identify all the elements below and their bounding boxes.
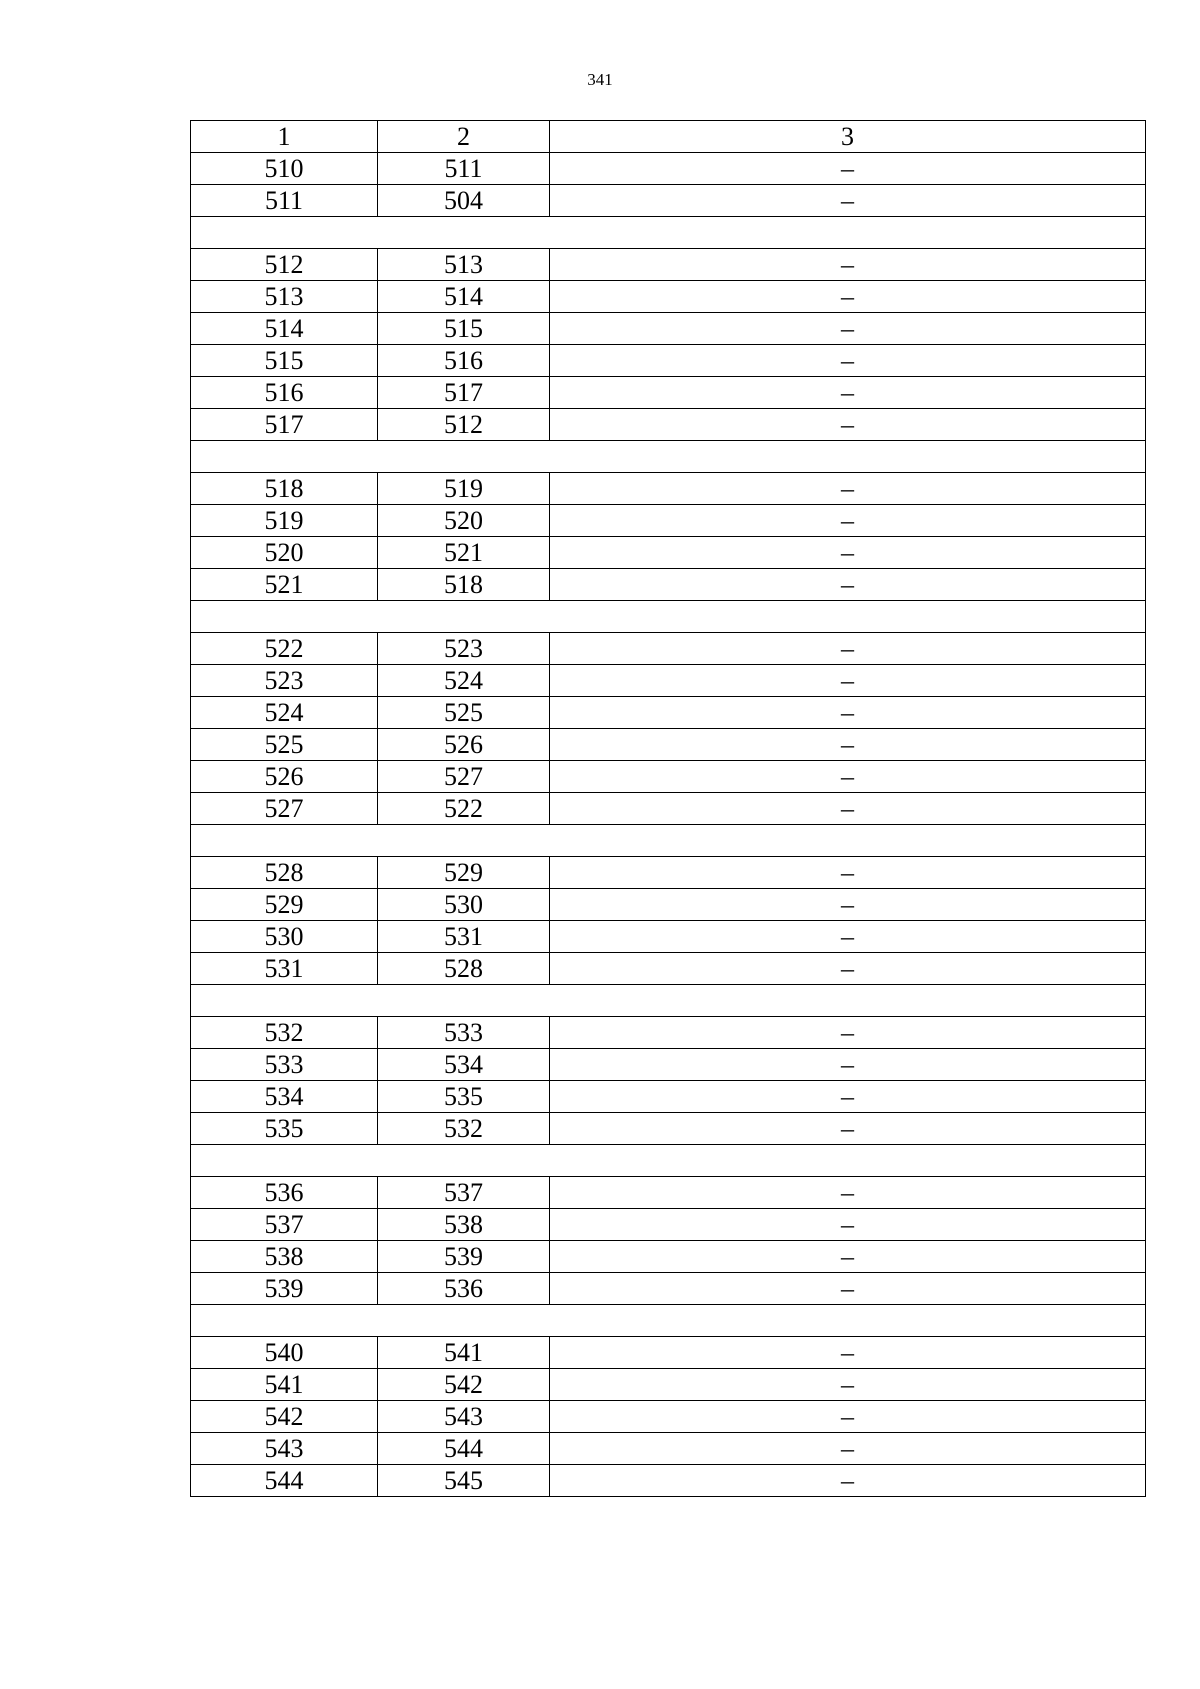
table-cell-col-2: 524 <box>378 665 550 697</box>
table-cell-col-1: 542 <box>191 1401 378 1433</box>
table-row <box>191 1113 1146 1145</box>
table-cell-col-1: 540 <box>191 1337 378 1369</box>
table-cell-col-1: 541 <box>191 1369 378 1401</box>
group-separator-cell <box>191 601 1146 633</box>
table-cell-col-1: 538 <box>191 1241 378 1273</box>
table-row <box>191 377 1146 409</box>
table-row <box>191 857 1146 889</box>
table-row <box>191 665 1146 697</box>
table-cell-col-2: 523 <box>378 633 550 665</box>
table-cell-col-1: 524 <box>191 697 378 729</box>
table-cell-col-2: 517 <box>378 377 550 409</box>
table-cell-col-1: 512 <box>191 249 378 281</box>
table-row <box>191 1465 1146 1497</box>
table-cell-col-3: – <box>550 633 1146 665</box>
table-cell-col-3: – <box>550 1337 1146 1369</box>
group-separator-row <box>191 1145 1146 1177</box>
column-header-2: 2 <box>378 121 550 153</box>
group-separator-row <box>191 441 1146 473</box>
table-cell-col-2: 514 <box>378 281 550 313</box>
table-cell-col-3: – <box>550 729 1146 761</box>
table-cell-col-3: – <box>550 1369 1146 1401</box>
table-cell-col-1: 526 <box>191 761 378 793</box>
table-cell-col-2: 504 <box>378 185 550 217</box>
table-cell-col-2: 516 <box>378 345 550 377</box>
table-cell-col-3: – <box>550 249 1146 281</box>
table-row <box>191 729 1146 761</box>
table-cell-col-1: 534 <box>191 1081 378 1113</box>
table-cell-col-2: 541 <box>378 1337 550 1369</box>
page-number: 341 <box>587 70 613 89</box>
table-cell-col-3: – <box>550 1081 1146 1113</box>
table-row <box>191 1433 1146 1465</box>
table-cell-col-1: 533 <box>191 1049 378 1081</box>
table-cell-col-1: 528 <box>191 857 378 889</box>
table-row <box>191 761 1146 793</box>
table-cell-col-1: 522 <box>191 633 378 665</box>
table-row <box>191 185 1146 217</box>
table-cell-col-1: 517 <box>191 409 378 441</box>
table-row <box>191 889 1146 921</box>
table-cell-col-3: – <box>550 761 1146 793</box>
group-separator-row <box>191 825 1146 857</box>
group-separator-row <box>191 217 1146 249</box>
table-row <box>191 1241 1146 1273</box>
table-cell-col-2: 531 <box>378 921 550 953</box>
table-cell-col-3: – <box>550 1177 1146 1209</box>
table-cell-col-2: 529 <box>378 857 550 889</box>
table-cell-col-3: – <box>550 1465 1146 1497</box>
table-cell-col-1: 511 <box>191 185 378 217</box>
table-cell-col-3: – <box>550 345 1146 377</box>
group-separator-cell <box>191 1145 1146 1177</box>
table-cell-col-3: – <box>550 537 1146 569</box>
table-cell-col-3: – <box>550 1401 1146 1433</box>
table-row <box>191 793 1146 825</box>
table-cell-col-3: – <box>550 505 1146 537</box>
table-cell-col-3: – <box>550 1209 1146 1241</box>
table-cell-col-1: 543 <box>191 1433 378 1465</box>
table-cell-col-3: – <box>550 1273 1146 1305</box>
table-cell-col-1: 521 <box>191 569 378 601</box>
table-cell-col-1: 518 <box>191 473 378 505</box>
table-cell-col-3: – <box>550 1241 1146 1273</box>
table-row <box>191 1273 1146 1305</box>
table-cell-col-2: 525 <box>378 697 550 729</box>
group-separator-cell <box>191 217 1146 249</box>
table-cell-col-3: – <box>550 793 1146 825</box>
group-separator-cell <box>191 441 1146 473</box>
table-cell-col-1: 537 <box>191 1209 378 1241</box>
table-cell-col-2: 534 <box>378 1049 550 1081</box>
table-header-row <box>191 121 1146 153</box>
table-body <box>191 153 1146 1497</box>
table-cell-col-2: 533 <box>378 1017 550 1049</box>
table-cell-col-3: – <box>550 953 1146 985</box>
table-cell-col-3: – <box>550 473 1146 505</box>
table-cell-col-1: 530 <box>191 921 378 953</box>
table-cell-col-1: 527 <box>191 793 378 825</box>
table-cell-col-3: – <box>550 1433 1146 1465</box>
table-cell-col-1: 544 <box>191 1465 378 1497</box>
table-row <box>191 345 1146 377</box>
column-header-1: 1 <box>191 121 378 153</box>
table-cell-col-1: 510 <box>191 153 378 185</box>
table-row <box>191 1369 1146 1401</box>
table-row <box>191 921 1146 953</box>
table-cell-col-3: – <box>550 921 1146 953</box>
table-cell-col-2: 535 <box>378 1081 550 1113</box>
table-cell-col-2: 530 <box>378 889 550 921</box>
table-cell-col-2: 538 <box>378 1209 550 1241</box>
table-cell-col-2: 513 <box>378 249 550 281</box>
table-cell-col-1: 536 <box>191 1177 378 1209</box>
table-row <box>191 1401 1146 1433</box>
table-row <box>191 1081 1146 1113</box>
table-cell-col-2: 543 <box>378 1401 550 1433</box>
table-row <box>191 505 1146 537</box>
table-cell-col-2: 532 <box>378 1113 550 1145</box>
table-cell-col-2: 527 <box>378 761 550 793</box>
table-cell-col-2: 511 <box>378 153 550 185</box>
table-cell-col-3: – <box>550 153 1146 185</box>
table-cell-col-1: 532 <box>191 1017 378 1049</box>
group-separator-row <box>191 601 1146 633</box>
table-cell-col-3: – <box>550 697 1146 729</box>
table-cell-col-1: 519 <box>191 505 378 537</box>
table-cell-col-3: – <box>550 1017 1146 1049</box>
table-cell-col-1: 516 <box>191 377 378 409</box>
table-row <box>191 1049 1146 1081</box>
table-row <box>191 281 1146 313</box>
table-row <box>191 153 1146 185</box>
table-cell-col-3: – <box>550 409 1146 441</box>
table-cell-col-2: 526 <box>378 729 550 761</box>
table-cell-col-3: – <box>550 857 1146 889</box>
table-cell-col-2: 544 <box>378 1433 550 1465</box>
table-cell-col-3: – <box>550 1049 1146 1081</box>
table-cell-col-2: 536 <box>378 1273 550 1305</box>
table-cell-col-1: 531 <box>191 953 378 985</box>
table-row <box>191 537 1146 569</box>
table-cell-col-3: – <box>550 377 1146 409</box>
table-cell-col-2: 512 <box>378 409 550 441</box>
table-cell-col-3: – <box>550 185 1146 217</box>
table-cell-col-1: 514 <box>191 313 378 345</box>
table-row <box>191 1337 1146 1369</box>
table-cell-col-3: – <box>550 1113 1146 1145</box>
table-cell-col-2: 528 <box>378 953 550 985</box>
table-row <box>191 953 1146 985</box>
data-table <box>190 120 1146 1497</box>
table-cell-col-2: 519 <box>378 473 550 505</box>
table-cell-col-1: 529 <box>191 889 378 921</box>
table-cell-col-2: 542 <box>378 1369 550 1401</box>
table-row <box>191 409 1146 441</box>
table-cell-col-1: 525 <box>191 729 378 761</box>
table-cell-col-1: 520 <box>191 537 378 569</box>
table-row <box>191 313 1146 345</box>
table-row <box>191 249 1146 281</box>
table-cell-col-2: 539 <box>378 1241 550 1273</box>
group-separator-cell <box>191 825 1146 857</box>
group-separator-cell <box>191 985 1146 1017</box>
table-cell-col-1: 539 <box>191 1273 378 1305</box>
table-row <box>191 473 1146 505</box>
table-cell-col-3: – <box>550 889 1146 921</box>
table-row <box>191 1017 1146 1049</box>
table-cell-col-3: – <box>550 569 1146 601</box>
table-row <box>191 697 1146 729</box>
table-cell-col-3: – <box>550 313 1146 345</box>
table-cell-col-2: 545 <box>378 1465 550 1497</box>
table-cell-col-2: 521 <box>378 537 550 569</box>
table-row <box>191 569 1146 601</box>
column-header-3: 3 <box>550 121 1146 153</box>
table-row <box>191 1177 1146 1209</box>
group-separator-row <box>191 985 1146 1017</box>
table-cell-col-1: 523 <box>191 665 378 697</box>
table-cell-col-3: – <box>550 665 1146 697</box>
table-cell-col-1: 515 <box>191 345 378 377</box>
table-cell-col-2: 518 <box>378 569 550 601</box>
table-row <box>191 633 1146 665</box>
group-separator-cell <box>191 1305 1146 1337</box>
table-cell-col-2: 522 <box>378 793 550 825</box>
table-cell-col-2: 515 <box>378 313 550 345</box>
table-cell-col-1: 513 <box>191 281 378 313</box>
table-cell-col-2: 537 <box>378 1177 550 1209</box>
table-cell-col-1: 535 <box>191 1113 378 1145</box>
group-separator-row <box>191 1305 1146 1337</box>
table-cell-col-3: – <box>550 281 1146 313</box>
table-cell-col-2: 520 <box>378 505 550 537</box>
table-row <box>191 1209 1146 1241</box>
